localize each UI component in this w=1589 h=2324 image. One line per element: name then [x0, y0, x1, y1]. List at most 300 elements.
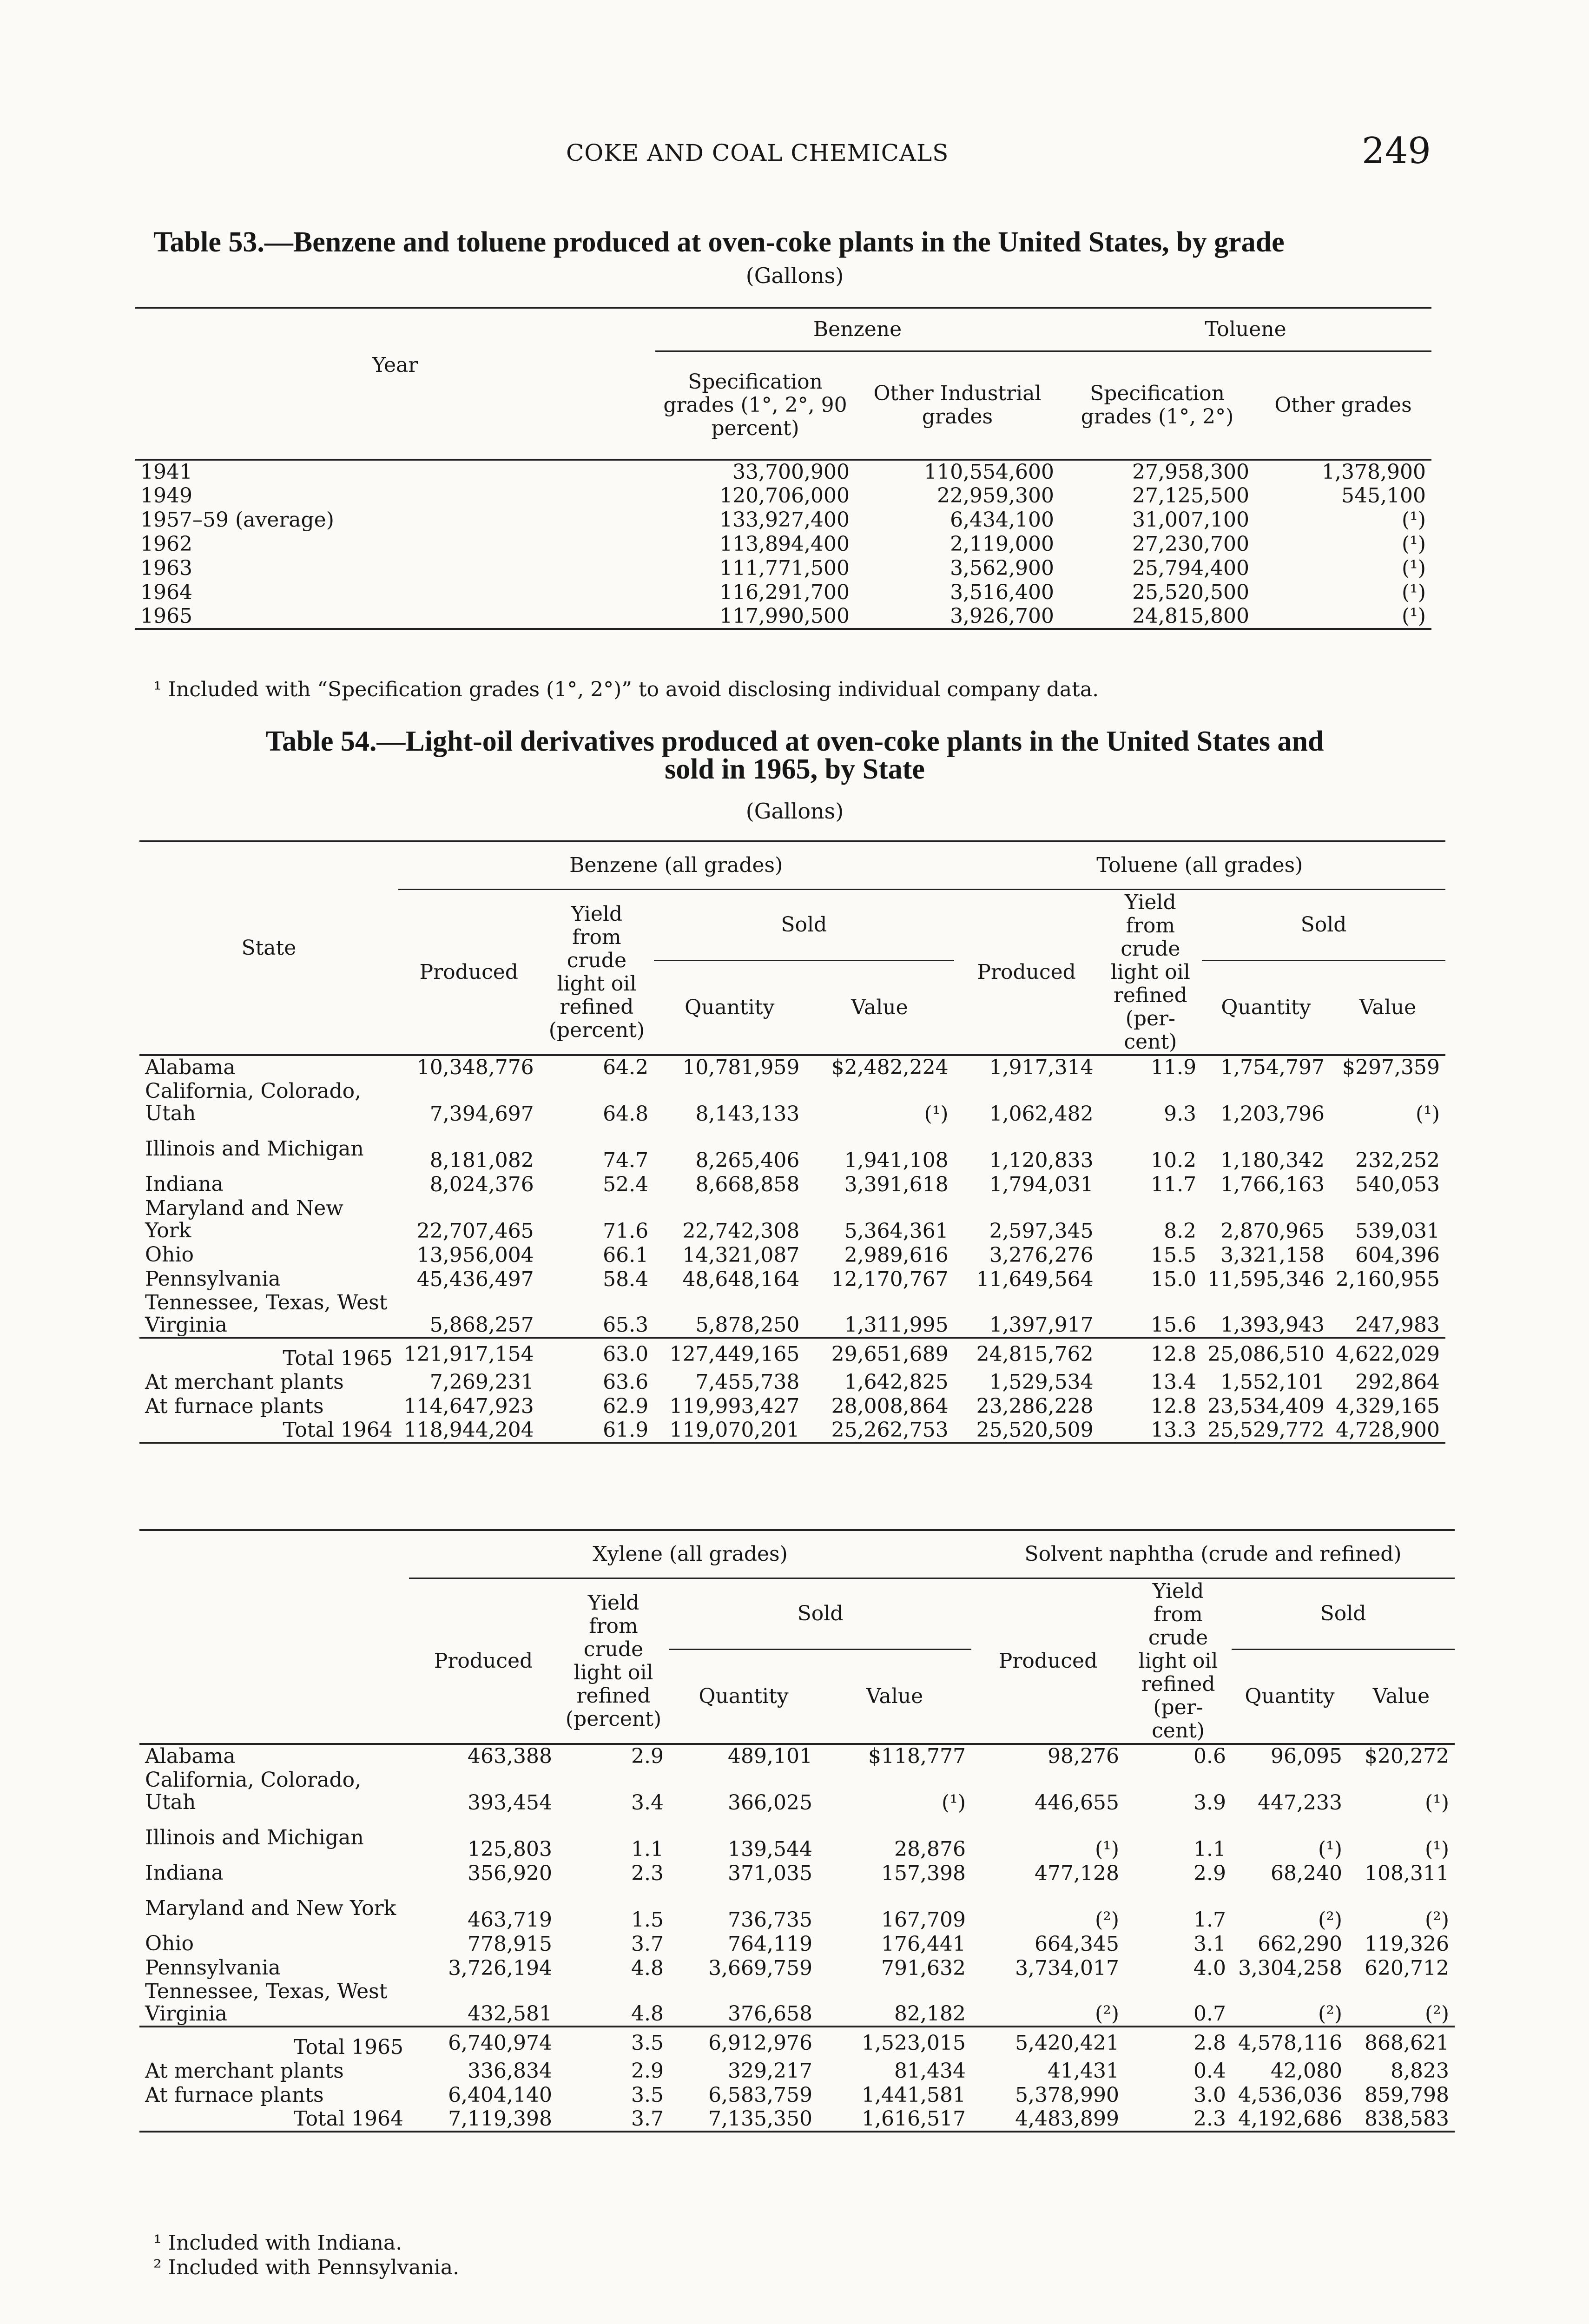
- col-value-header: Value: [1359, 996, 1417, 1019]
- value-cell: 10.2: [1151, 1149, 1197, 1172]
- value-cell: 545,100: [1341, 484, 1426, 508]
- value-cell: $2,482,224: [831, 1056, 949, 1079]
- col-produced-header: Produced: [998, 1649, 1098, 1673]
- value-cell: 11,595,346: [1207, 1268, 1325, 1291]
- col-value-header: Value: [1372, 1684, 1430, 1708]
- col-state-header: State: [241, 936, 297, 960]
- year-cell: 1957–59 (average): [140, 508, 334, 532]
- table-row: [139, 1172, 1445, 1196]
- value-cell: $118,777: [868, 1744, 966, 1768]
- year-cell: 1962: [140, 532, 192, 556]
- group-xylene-header: Xylene (all grades): [409, 1530, 971, 1578]
- table-row: [139, 1861, 1455, 1885]
- total-row: [139, 1394, 1445, 1419]
- state-cell: California, Colorado, Utah: [145, 1079, 362, 1125]
- state-cell: Alabama: [145, 1056, 236, 1079]
- value-cell: 0.7: [1193, 2002, 1226, 2026]
- value-cell: 463,719: [468, 1908, 552, 1932]
- col-yield-header: Yield from crude light oil refined (percent): [548, 902, 645, 1042]
- table-row: [139, 1956, 1455, 1980]
- value-cell: 7,269,231: [429, 1370, 534, 1394]
- value-cell: 6,740,974: [448, 2031, 552, 2055]
- value-cell: 2,870,965: [1220, 1219, 1325, 1243]
- value-cell: 838,583: [1365, 2107, 1449, 2131]
- value-cell: 7,394,697: [429, 1102, 534, 1126]
- value-cell: 65.3: [603, 1313, 649, 1337]
- value-cell: (¹): [1425, 1791, 1449, 1815]
- value-cell: 2,119,000: [950, 532, 1054, 556]
- table-row: [135, 581, 1431, 605]
- value-cell: (¹): [1402, 508, 1426, 532]
- value-cell: 366,025: [728, 1791, 812, 1815]
- value-cell: 108,311: [1365, 1862, 1449, 1885]
- value-cell: 2.8: [1193, 2031, 1226, 2055]
- value-cell: 3.5: [631, 2083, 664, 2107]
- value-cell: 15.5: [1151, 1243, 1197, 1267]
- group-toluene-header: Toluene: [1060, 308, 1431, 351]
- value-cell: 176,441: [881, 1932, 966, 1956]
- value-cell: 540,053: [1355, 1173, 1440, 1196]
- value-cell: 1,642,825: [844, 1370, 949, 1394]
- value-cell: 22,707,465: [416, 1219, 534, 1243]
- value-cell: 45,436,497: [416, 1268, 534, 1291]
- value-cell: (¹): [1402, 532, 1426, 556]
- value-cell: 1,917,314: [989, 1056, 1094, 1079]
- value-cell: $297,359: [1342, 1056, 1440, 1079]
- value-cell: 1,062,482: [989, 1102, 1094, 1126]
- state-cell: Indiana: [145, 1861, 224, 1885]
- value-cell: (¹): [942, 1791, 966, 1815]
- col-yield-header: Yield from crude light oil refined (percent): [565, 1591, 662, 1731]
- value-cell: 371,035: [728, 1862, 812, 1885]
- value-cell: 1,311,995: [844, 1313, 949, 1337]
- group-benzene-all-header: Benzene (all grades): [398, 841, 954, 890]
- value-cell: 157,398: [881, 1862, 966, 1885]
- value-cell: (¹): [1402, 604, 1426, 628]
- value-cell: 3.9: [1193, 1791, 1226, 1815]
- value-cell: 4,329,165: [1336, 1394, 1440, 1418]
- value-cell: 133,927,400: [719, 508, 850, 532]
- value-cell: 539,031: [1355, 1219, 1440, 1243]
- total-row: [139, 1419, 1445, 1443]
- state-cell: Pennsylvania: [145, 1956, 281, 1980]
- value-cell: 5,878,250: [695, 1313, 800, 1337]
- value-cell: 10,781,959: [682, 1056, 800, 1079]
- value-cell: (¹): [1095, 1837, 1119, 1861]
- year-cell: 1963: [140, 556, 192, 580]
- value-cell: 12.8: [1151, 1394, 1197, 1418]
- value-cell: 3,562,900: [950, 556, 1054, 580]
- value-cell: 15.0: [1151, 1268, 1197, 1291]
- value-cell: 1.1: [1193, 1837, 1226, 1861]
- col-sold-header: Sold: [1232, 1578, 1455, 1650]
- value-cell: 3,926,700: [950, 604, 1054, 628]
- col-quantity-header: Quantity: [1221, 996, 1311, 1019]
- value-cell: 3,391,618: [844, 1173, 949, 1196]
- value-cell: 28,876: [894, 1837, 966, 1861]
- table-row: [139, 1243, 1445, 1267]
- value-cell: 33,700,900: [732, 460, 850, 484]
- value-cell: 120,706,000: [719, 484, 850, 508]
- table-row: [135, 605, 1431, 629]
- value-cell: 116,291,700: [719, 581, 850, 604]
- value-cell: 13.3: [1151, 1418, 1197, 1442]
- value-cell: 3,276,276: [989, 1243, 1094, 1267]
- value-cell: 393,454: [468, 1791, 552, 1815]
- total-row: [139, 1370, 1445, 1394]
- table54-footnote-2: ² Included with Pennsylvania.: [153, 2256, 460, 2279]
- col-quantity-header: Quantity: [1245, 1684, 1335, 1708]
- total-row: [139, 2107, 1455, 2132]
- col-yield-header: Yield from crude light oil refined (per- cent): [1110, 890, 1190, 1054]
- table-row: [139, 1055, 1445, 1079]
- year-cell: 1965: [140, 604, 192, 628]
- value-cell: 3.1: [1193, 1932, 1226, 1956]
- value-cell: 27,125,500: [1132, 484, 1249, 508]
- value-cell: 1,397,917: [989, 1313, 1094, 1337]
- value-cell: 121,917,154: [403, 1342, 534, 1366]
- value-cell: 63.6: [603, 1370, 649, 1394]
- value-cell: 1,203,796: [1220, 1102, 1325, 1126]
- value-cell: 859,798: [1365, 2083, 1449, 2107]
- group-toluene-all-header: Toluene (all grades): [954, 841, 1445, 890]
- value-cell: 110,554,600: [924, 460, 1054, 484]
- total-label: Total 1964: [293, 2107, 403, 2131]
- value-cell: 23,534,409: [1207, 1394, 1325, 1418]
- value-cell: 1,616,517: [862, 2107, 966, 2131]
- value-cell: 42,080: [1271, 2059, 1342, 2083]
- value-cell: 1,766,163: [1220, 1173, 1325, 1196]
- value-cell: 1,552,101: [1220, 1370, 1325, 1394]
- state-cell: Illinois and Michigan: [145, 1137, 364, 1161]
- value-cell: 1,754,797: [1220, 1056, 1325, 1079]
- value-cell: 25,520,500: [1132, 581, 1249, 604]
- col-other-grades-header: Other grades: [1274, 393, 1412, 417]
- value-cell: 376,658: [728, 2002, 812, 2026]
- value-cell: 778,915: [468, 1932, 552, 1956]
- value-cell: 1.7: [1193, 1908, 1226, 1932]
- value-cell: 764,119: [728, 1932, 812, 1956]
- value-cell: 15.6: [1151, 1313, 1197, 1337]
- value-cell: 61.9: [603, 1418, 649, 1442]
- table54-lower: [139, 1529, 1455, 2133]
- value-cell: 111,771,500: [719, 556, 850, 580]
- value-cell: (¹): [1402, 556, 1426, 580]
- value-cell: 1,378,900: [1322, 460, 1426, 484]
- col-sold-header: Sold: [669, 1578, 971, 1650]
- value-cell: 27,958,300: [1132, 460, 1249, 484]
- value-cell: (²): [1095, 1908, 1119, 1932]
- value-cell: 119,993,427: [669, 1394, 800, 1418]
- value-cell: 48,648,164: [682, 1268, 800, 1291]
- total-row: [139, 2059, 1455, 2083]
- table-row: [139, 1267, 1445, 1291]
- value-cell: 292,864: [1355, 1370, 1440, 1394]
- value-cell: 5,378,990: [1015, 2083, 1119, 2107]
- value-cell: 23,286,228: [976, 1394, 1094, 1418]
- value-cell: 4.8: [631, 1956, 664, 1980]
- value-cell: 664,345: [1035, 1932, 1119, 1956]
- value-cell: (²): [1425, 2002, 1449, 2026]
- value-cell: 29,651,689: [831, 1342, 949, 1366]
- col-produced-header: Produced: [977, 960, 1076, 984]
- value-cell: 14,321,087: [682, 1243, 800, 1267]
- total-row: [139, 1338, 1445, 1370]
- table-row: [139, 1932, 1455, 1956]
- col-other-industrial-header: Other Industrial grades: [873, 382, 1042, 429]
- table-row: [135, 532, 1431, 556]
- value-cell: 119,326: [1365, 1932, 1449, 1956]
- table54-upper: [139, 840, 1445, 1444]
- col-sold-header: Sold: [1202, 890, 1445, 961]
- value-cell: 6,434,100: [950, 508, 1054, 532]
- table54-title: [200, 727, 1390, 783]
- table-row: [135, 556, 1431, 581]
- value-cell: 5,420,421: [1015, 2031, 1119, 2055]
- state-cell: Maryland and New York: [145, 1196, 343, 1242]
- table-row: [139, 1126, 1445, 1172]
- value-cell: 68,240: [1271, 1862, 1342, 1885]
- year-cell: 1941: [140, 460, 192, 484]
- state-cell: Tennessee, Texas, West Virginia: [145, 1980, 388, 2026]
- total-label: At merchant plants: [145, 1370, 344, 1394]
- total-row: [139, 2083, 1455, 2107]
- col-quantity-header: Quantity: [699, 1684, 789, 1708]
- value-cell: 64.8: [603, 1102, 649, 1126]
- value-cell: 4.0: [1193, 1956, 1226, 1980]
- value-cell: 232,252: [1355, 1149, 1440, 1172]
- value-cell: 4,536,036: [1238, 2083, 1342, 2107]
- value-cell: 1,393,943: [1220, 1313, 1325, 1337]
- table-row: [135, 508, 1431, 532]
- total-label: Total 1965: [293, 2035, 403, 2059]
- col-sold-header: Sold: [654, 890, 954, 961]
- value-cell: 13.4: [1151, 1370, 1197, 1394]
- value-cell: 1,180,342: [1220, 1149, 1325, 1172]
- value-cell: 329,217: [728, 2059, 812, 2083]
- value-cell: 96,095: [1271, 1744, 1342, 1768]
- col-produced-header: Produced: [434, 1649, 533, 1673]
- value-cell: 2,160,955: [1336, 1268, 1440, 1291]
- value-cell: 2,597,345: [989, 1219, 1094, 1243]
- value-cell: 336,834: [468, 2059, 552, 2083]
- value-cell: 463,388: [468, 1744, 552, 1768]
- value-cell: 5,868,257: [429, 1313, 534, 1337]
- year-cell: 1949: [140, 484, 192, 508]
- value-cell: 25,262,753: [831, 1418, 949, 1442]
- value-cell: 2.9: [631, 2059, 664, 2083]
- group-benzene-header: Benzene: [655, 308, 1060, 351]
- value-cell: 1,794,031: [989, 1173, 1094, 1196]
- value-cell: 3,321,158: [1220, 1243, 1325, 1267]
- value-cell: 4.8: [631, 2002, 664, 2026]
- value-cell: 8,181,082: [429, 1149, 534, 1172]
- value-cell: 58.4: [603, 1268, 649, 1291]
- table-row: [139, 1079, 1445, 1126]
- value-cell: 447,233: [1258, 1791, 1342, 1815]
- value-cell: 446,655: [1035, 1791, 1119, 1815]
- value-cell: 489,101: [728, 1744, 812, 1768]
- value-cell: 2,989,616: [844, 1243, 949, 1267]
- value-cell: 62.9: [603, 1394, 649, 1418]
- value-cell: 6,404,140: [448, 2083, 552, 2107]
- value-cell: 12,170,767: [831, 1268, 949, 1291]
- value-cell: 7,135,350: [708, 2107, 812, 2131]
- col-spec-benzene-header: Specification grades (1°, 2°, 90 percent): [663, 370, 847, 440]
- value-cell: 13,956,004: [416, 1243, 534, 1267]
- value-cell: 4,192,686: [1238, 2107, 1342, 2131]
- value-cell: 12.8: [1151, 1342, 1197, 1366]
- state-cell: Ohio: [145, 1243, 194, 1267]
- value-cell: 6,583,759: [708, 2083, 812, 2107]
- table53-unit: (Gallons): [745, 263, 844, 288]
- value-cell: 24,815,800: [1132, 604, 1249, 628]
- value-cell: 0.6: [1193, 1744, 1226, 1768]
- value-cell: 4,578,116: [1238, 2031, 1342, 2055]
- table53-footnote: ¹ Included with “Specification grades (1°, 2°)” to avoid disclosing individual company data.: [153, 678, 1099, 701]
- value-cell: 119,070,201: [669, 1418, 800, 1442]
- value-cell: 1.1: [631, 1837, 664, 1861]
- table-row: [139, 1815, 1455, 1861]
- state-cell: Maryland and New York: [145, 1896, 396, 1920]
- table54-title-line2: sold in 1965, by State: [665, 753, 925, 785]
- value-cell: 3.0: [1193, 2083, 1226, 2107]
- value-cell: 167,709: [881, 1908, 966, 1932]
- value-cell: 31,007,100: [1132, 508, 1249, 532]
- value-cell: 82,182: [894, 2002, 966, 2026]
- value-cell: 8,265,406: [695, 1149, 800, 1172]
- value-cell: 114,647,923: [403, 1394, 534, 1418]
- value-cell: 3,304,258: [1238, 1956, 1342, 1980]
- value-cell: 117,990,500: [719, 604, 850, 628]
- table54-footnote-1: ¹ Included with Indiana.: [153, 2231, 402, 2255]
- col-value-header: Value: [851, 996, 908, 1019]
- value-cell: 125,803: [468, 1837, 552, 1861]
- value-cell: 25,529,772: [1207, 1418, 1325, 1442]
- state-cell: Illinois and Michigan: [145, 1826, 364, 1849]
- value-cell: 2.9: [1193, 1862, 1226, 1885]
- value-cell: (¹): [1318, 1837, 1342, 1861]
- value-cell: 3,734,017: [1015, 1956, 1119, 1980]
- value-cell: 8,823: [1391, 2059, 1449, 2083]
- col-spec-toluene-header: Specification grades (1°, 2°): [1081, 382, 1234, 429]
- total-label: Total 1965: [283, 1347, 393, 1370]
- group-solvent-naphtha-header: Solvent naphtha (crude and refined): [971, 1530, 1455, 1578]
- state-cell: Indiana: [145, 1172, 224, 1196]
- running-title: COKE AND COAL CHEMICALS: [566, 139, 949, 166]
- value-cell: 8,668,858: [695, 1173, 800, 1196]
- table53-title: Table 53.—Benzene and toluene produced at oven-coke plants in the United States, by grade: [153, 226, 1285, 258]
- value-cell: 4,483,899: [1015, 2107, 1119, 2131]
- table-row: [139, 1744, 1455, 1768]
- value-cell: 868,621: [1365, 2031, 1449, 2055]
- state-cell: California, Colorado, Utah: [145, 1768, 362, 1814]
- value-cell: 4,622,029: [1336, 1342, 1440, 1366]
- value-cell: 25,794,400: [1132, 556, 1249, 580]
- value-cell: 27,230,700: [1132, 532, 1249, 556]
- value-cell: 113,894,400: [719, 532, 850, 556]
- value-cell: 10,348,776: [416, 1056, 534, 1079]
- value-cell: 1,441,581: [862, 2083, 966, 2107]
- value-cell: 25,520,509: [976, 1418, 1094, 1442]
- value-cell: 791,632: [881, 1956, 966, 1980]
- value-cell: 3.4: [631, 1791, 664, 1815]
- value-cell: 66.1: [603, 1243, 649, 1267]
- total-label: At furnace plants: [145, 2083, 324, 2107]
- value-cell: 52.4: [603, 1173, 649, 1196]
- value-cell: 22,959,300: [937, 484, 1054, 508]
- value-cell: 11,649,564: [976, 1268, 1094, 1291]
- value-cell: 3.7: [631, 1932, 664, 1956]
- value-cell: 7,119,398: [448, 2107, 552, 2131]
- table53: [135, 307, 1431, 630]
- value-cell: 98,276: [1048, 1744, 1119, 1768]
- value-cell: 127,449,165: [669, 1342, 800, 1366]
- value-cell: 2.3: [1193, 2107, 1226, 2131]
- table-row: [135, 460, 1431, 484]
- value-cell: 5,364,361: [844, 1219, 949, 1243]
- value-cell: 7,455,738: [695, 1370, 800, 1394]
- col-value-header: Value: [866, 1684, 923, 1708]
- value-cell: 3,726,194: [448, 1956, 552, 1980]
- col-produced-header: Produced: [419, 960, 518, 984]
- value-cell: (¹): [1425, 1837, 1449, 1861]
- state-cell: Alabama: [145, 1744, 236, 1768]
- value-cell: 2.9: [631, 1744, 664, 1768]
- value-cell: 356,920: [468, 1862, 552, 1885]
- value-cell: 8,024,376: [429, 1173, 534, 1196]
- table-row: [139, 1980, 1455, 2027]
- page-number: 249: [1362, 130, 1431, 172]
- value-cell: 11.9: [1151, 1056, 1197, 1079]
- value-cell: 24,815,762: [976, 1342, 1094, 1366]
- value-cell: 118,944,204: [403, 1418, 534, 1442]
- year-cell: 1964: [140, 581, 192, 604]
- value-cell: (¹): [924, 1102, 949, 1126]
- value-cell: 1,941,108: [844, 1149, 949, 1172]
- value-cell: 3.5: [631, 2031, 664, 2055]
- col-yield-header: Yield from crude light oil refined (per- cent): [1138, 1579, 1218, 1743]
- state-cell: Ohio: [145, 1932, 194, 1955]
- value-cell: (²): [1318, 1908, 1342, 1932]
- value-cell: 620,712: [1365, 1956, 1449, 1980]
- total-label: Total 1964: [283, 1418, 393, 1442]
- value-cell: $20,272: [1365, 1744, 1449, 1768]
- total-label: At merchant plants: [145, 2059, 344, 2083]
- value-cell: 3.7: [631, 2107, 664, 2131]
- value-cell: 64.2: [603, 1056, 649, 1079]
- value-cell: 63.0: [603, 1342, 649, 1366]
- value-cell: 477,128: [1035, 1862, 1119, 1885]
- table-row: [139, 1885, 1455, 1932]
- value-cell: 9.3: [1164, 1102, 1197, 1126]
- value-cell: 8.2: [1164, 1219, 1197, 1243]
- value-cell: 1,120,833: [989, 1149, 1094, 1172]
- value-cell: 662,290: [1258, 1932, 1342, 1956]
- value-cell: 2.3: [631, 1862, 664, 1885]
- value-cell: 71.6: [603, 1219, 649, 1243]
- value-cell: (¹): [1416, 1102, 1440, 1126]
- value-cell: 28,008,864: [831, 1394, 949, 1418]
- table-row: [135, 484, 1431, 508]
- value-cell: 3,669,759: [708, 1956, 812, 1980]
- value-cell: 8,143,133: [695, 1102, 800, 1126]
- table54-title-line1: Table 54.—Light-oil derivatives produced at oven-coke plants in the United States and: [265, 726, 1324, 757]
- state-cell: Pennsylvania: [145, 1267, 281, 1291]
- value-cell: 0.4: [1193, 2059, 1226, 2083]
- value-cell: 6,912,976: [708, 2031, 812, 2055]
- col-year-header: Year: [372, 353, 418, 377]
